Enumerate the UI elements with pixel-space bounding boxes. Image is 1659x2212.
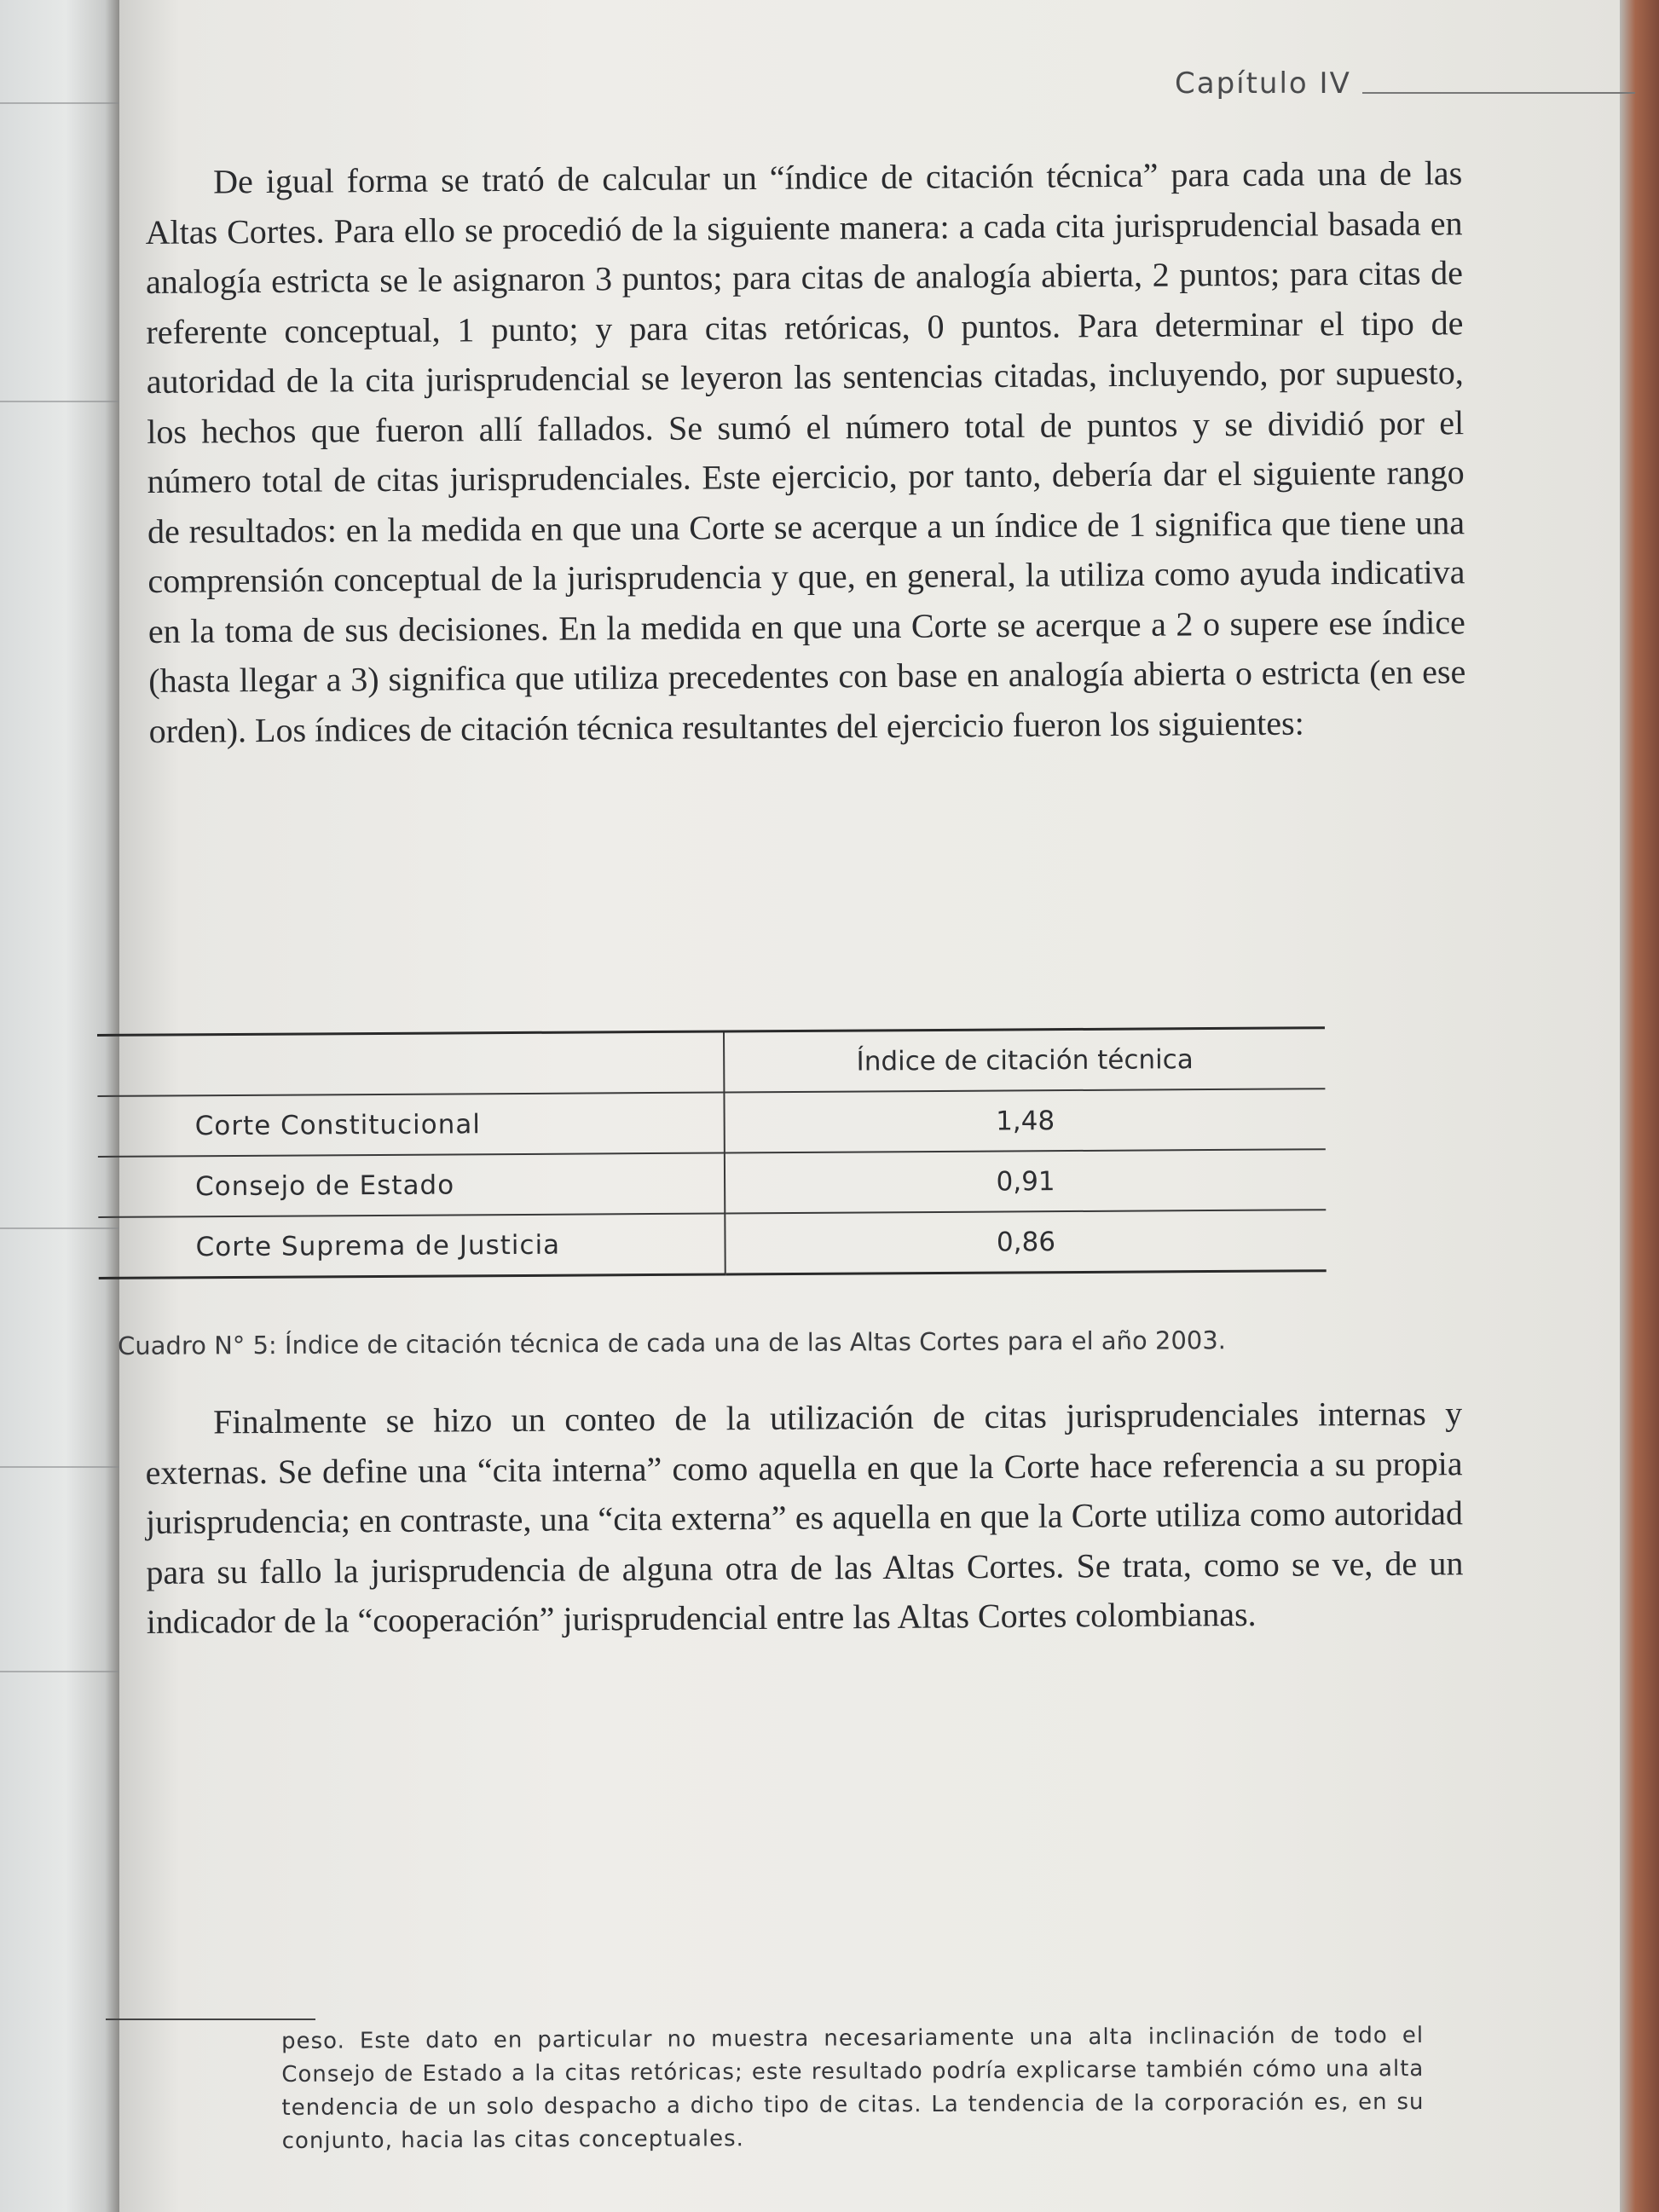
book-cover-edge — [1620, 0, 1659, 2212]
table-caption: Cuadro N° 5: Índice de citación técnica de cada una de las Altas Cortes para el año 2003. — [118, 1325, 1227, 1360]
table-header-empty — [97, 1031, 724, 1096]
table-row — [98, 1210, 1326, 1278]
facing-page-rule — [0, 102, 119, 104]
table-row — [98, 1149, 1326, 1217]
paragraph-text: Finalmente se hizo un conteo de la utilización de citas jurisprudenciales internas y externas. Se define una “cita interna” como aquella en que la Corte hace referencia a su propia jurisprudencia; en contraste, una “cita externa” es aquella en que la Corte utiliza como autoridad para su fallo la jurisprudencia de alguna otra de las Altas Cortes. Se trata, como se ve, de un indicador de la “cooperación” jurisprudencial entre las Altas Cortes colombianas. — [145, 1394, 1464, 1641]
paragraph-1 — [145, 148, 1466, 756]
citation-index-table — [97, 1026, 1327, 1279]
table-cell-index: 0,91 — [725, 1149, 1326, 1213]
facing-page-rule — [0, 1466, 119, 1468]
table-header-index: Índice de citación técnica — [724, 1028, 1325, 1093]
table-cell-index: 0,86 — [725, 1210, 1326, 1274]
footnote: peso. Este dato en particular no muestra necesariamente una alta inclinación de todo el Consejo de Estado a la citas retóricas; este resultado podría explicarse también cómo una alta tendencia de un solo despacho a dicho tipo de citas. La tendencia de la corporación es, en su conjunto, hacia las citas conceptuales. — [281, 2022, 1425, 2154]
paragraph-2 — [145, 1389, 1464, 1647]
running-head: Capítulo IV — [1175, 66, 1351, 101]
table-cell-court: Corte Constitucional — [97, 1093, 724, 1157]
table-cell-court: Corte Suprema de Justicia — [98, 1214, 725, 1279]
footnote-rule — [106, 2019, 315, 2020]
table-header-row — [97, 1028, 1325, 1096]
data-table — [97, 1026, 1327, 1279]
facing-page-rule — [0, 401, 119, 402]
running-head-rule — [1362, 92, 1635, 94]
paragraph-text: De igual forma se trató de calcular un “índice de citación técnica” para cada una de las Altas Cortes. Para ello se procedió de la siguiente manera: a cada cita jurisprudencial basada en analogía estricta se le asignaron 3 puntos; para citas de analogía abierta, 2 puntos; para citas de referente conceptual, 1 punto; y para citas retóricas, 0 puntos. Para determinar el tipo de autoridad de la cita jurisprudencial se leyeron las sentencias citadas, incluyendo, por supuesto, los hechos que fueron allí fallados. Se sumó el número total de puntos y se dividió por el número total de citas jurisprudenciales. Este ejercicio, por tanto, debería dar el siguiente rango de resultados: en la medida en que una Corte se acerque a un índice de 1 significa que tiene una comprensión conceptual de la jurisprudencia y que, en general, la utiliza como ayuda indicativa en la toma de sus decisiones. En la medida en que una Corte se acerque a 2 o supere ese índice (hasta llegar a 3) significa que utiliza precedentes con base en analogía abierta o estricta (en ese orden). Los índices de citación técnica resultantes del ejercicio fueron los siguientes: — [145, 153, 1466, 750]
table-row — [97, 1089, 1325, 1157]
table-cell-court: Consejo de Estado — [98, 1153, 725, 1217]
table-cell-index: 1,48 — [724, 1089, 1325, 1152]
facing-page-rule — [0, 1671, 119, 1672]
